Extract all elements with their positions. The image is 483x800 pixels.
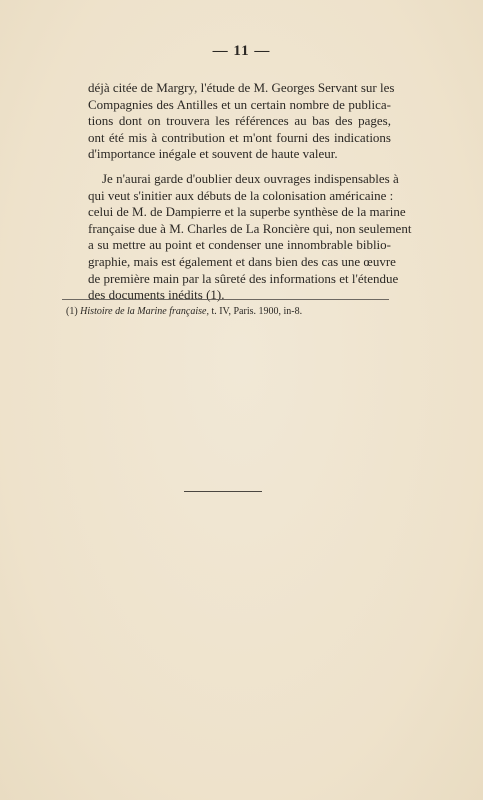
- footnote-title: Histoire de la Marine française,: [80, 306, 209, 317]
- text-line: qui veut s'initier aux débuts de la colonisation américaine :: [88, 187, 394, 203]
- text-line: celui de M. de Dampierre et la superbe synthèse de la marine: [88, 204, 406, 220]
- paragraph-1: [88, 80, 395, 163]
- end-rule: [184, 491, 262, 492]
- text-line: tions dont on trouvera les références au bas des pages,: [88, 113, 391, 129]
- footnote-details: t. IV, Paris. 1900, in-8.: [211, 306, 303, 317]
- text-line: graphie, mais est également et dans bien des cas une œuvre: [88, 253, 396, 269]
- footnote: [66, 306, 302, 317]
- text-line: ont été mis à contribution et m'ont fourni des indications: [88, 129, 391, 145]
- text-line: Je n'aurai garde d'oublier deux ouvrages indispensables à: [102, 170, 399, 186]
- text-line: française due à M. Charles de La Roncière qui, non seulement: [88, 220, 412, 236]
- text-line: de première main par la sûreté des informations et l'étendue: [88, 270, 399, 286]
- text-line: déjà citée de Margry, l'étude de M. Georges Servant sur les: [88, 80, 395, 95]
- text-line: des documents inédits (1).: [88, 287, 225, 303]
- footnote-separator: [62, 299, 389, 300]
- text-line: Compagnies des Antilles et un certain nombre de publica-: [88, 96, 391, 112]
- text-line: a su mettre au point et condenser une innombrable biblio-: [88, 237, 391, 253]
- text-line: d'importance inégale et souvent de haute valeur.: [88, 146, 338, 162]
- footnote-marker: (1): [66, 306, 78, 317]
- body-text: [88, 80, 412, 304]
- page-number: — 11 —: [212, 43, 271, 59]
- paragraph-2: [88, 170, 412, 304]
